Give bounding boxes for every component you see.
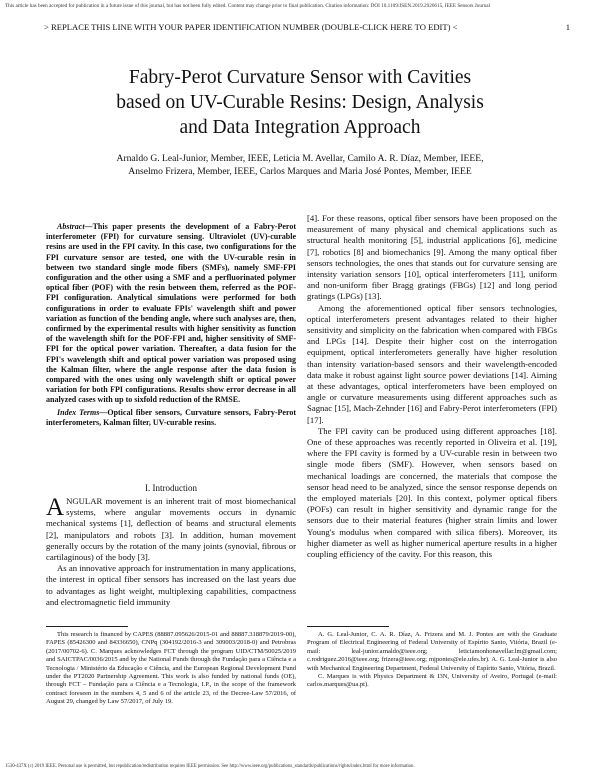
right-paragraph-2: Among the aforementioned optical fiber sensors technologies, optical interferometers present advantages related to their higher sensitivity and simplicity on the fabrication when compared with FBGs and LPGs [14]. Despite their higher cost on the interrogation equipment, optical interferometers generally have higher resolution than intensity variation-based sensors and their wavelength-encoded data make it robust against light source power deviations [14]. Aiming at these advantages, optical interferometers have been employed on angle or curvature measurements using different approaches such as Sagnac [15], Mach-Zehnder [16] and Fabry-Perot interferometers (FPI) [17].	[307, 302, 557, 425]
running-head-text: > REPLACE THIS LINE WITH YOUR PAPER IDENTIFICATION NUMBER (DOUBLE-CLICK HERE TO EDIT) <	[44, 22, 458, 32]
page-number: 1	[565, 22, 570, 32]
index-terms-text: Optical fiber sensors, Curvature sensors, Fabry-Perot interferometers, Kalman filter, UV-curable resins.	[46, 408, 297, 428]
intro-paragraph-1: NGULAR movement is an inherent trait of most biomechanical systems, where angular movements occurs in dynamic mechanical systems [1], deflection of beams and structural elements [2], manipulators and robots [3]. In addition, human movement generally occurs by the rotation of the many joints (synovial, fibrous or cartilaginous) of the body [3].	[46, 496, 296, 563]
right-paragraph-3: The FPI cavity can be produced using different approaches [18]. One of these approaches was recently reported in Oliveira et al. [19], where the FPI cavity is formed by a UV-curable resin in between two single mode fibers (SMF). However, when sensors based on mechanical loadings are concerned, the materials that compose the sensor head need to be analyzed, since the sensor response depends on the employed materials [20]. In this context, polymer optical fibers (POFs) can result in higher sensitivity and dynamic range for the sensors due to their material features (higher strain limits and lower Young's modulus when compared with silica fibers). Moreover, its higher diameter as well as higher numerical aperture results in a higher coupling efficiency of the cavity. For this reason, this	[307, 425, 557, 560]
title-line: and Data Integration Approach	[179, 117, 421, 138]
footnote-rule	[46, 626, 128, 627]
authors-line: Arnaldo G. Leal-Junior, Member, IEEE, Leticia M. Avellar, Camilo A. R. Díaz, Member, IEEE,	[116, 153, 484, 164]
funding-footnote	[46, 631, 296, 707]
publication-notice: This article has been accepted for publication in a future issue of this journal, but has not been fully edited. Content may change prior to final publication. Citation information: DOI 10.1109/JSEN.2019.2926615, IEEE Sensors Journal	[5, 3, 491, 9]
abstract-text: This paper presents the development of a Fabry-Perot interferometer (FPI) for curvature sensing. Ultraviolet (UV)-curable resins are used in the FPI cavity. In this case, two configurations for the FPI curvature sensor are tested, one with the UV-curable resin in between two standard single mode fibers (SMFs), namely SMF-FPI configuration and the other using a SMF and a perfluorinated polymer optical fiber (POF) with the resin between them, referred as the POF-FPI configuration. Analytical simulations were performed for both configurations in order to evaluate FPIs' wavelength shift and power variation as function of the bending angle, where such analyses are, then, confirmed by the experimental results with higher sensitivity as function of the wavelength shift for the POF-FPI and, higher sensitivity of SMF-FPI for the optical power variation. Thereafter, a data fusion for the FPI's wavelength shift and optical power variation was proposed using the Kalman filter, where the angle response after the data fusion is compared with the ones using only wavelength shift or optical power variation for both FPI configurations. Results show error decrease in all analyzed cases with up to sixfold reduction of the RMSE.	[46, 222, 296, 405]
license-footer: 1530-437X (c) 2019 IEEE. Personal use is permitted, but republication/redistribution requires IEEE permission. See http://www.ieee.org/publications_standards/publications/rights/index.html for more information.	[5, 764, 415, 769]
affiliation-footnote	[307, 631, 557, 690]
abstract-label: Abstract—	[57, 222, 93, 231]
drop-cap: A	[46, 494, 65, 521]
authors-line: Anselmo Frizera, Member, IEEE, Carlos Marques and Maria José Pontes, Member, IEEE	[128, 166, 472, 177]
author-list	[40, 152, 560, 178]
introduction-left-column	[46, 496, 296, 608]
title-line: Fabry-Perot Curvature Sensor with Cavities	[128, 67, 472, 88]
index-terms-label: Index Terms—	[57, 408, 108, 417]
intro-paragraph-2: As an innovative approach for instrumentation in many applications, the interest in optical fiber sensors has increased on the last years due to advantages as light weight, multiplexing capabilities, compactness and electromagnetic field immunity	[46, 563, 296, 607]
footnote-text: A. G. Leal-Junior, C. A. R. Díaz, A. Frizera and M. J. Pontes are with the Graduate Program of Electrical Engineering of Federal University of Espírito Santo, Vitória, Brazil (e-mail: leal-junior.arnaldo@ieee.org; leticiamonhonavellar.lm@gmail.com; c.rodriguez.2016@ieee.org; frizera@ieee.org; mjpontes@ele.ufes.br). A. G. Leal-Junior is also with Mechanical Engineering Department, Federal University of Espírito Santo, Vitória, Brazil.	[307, 631, 557, 672]
footnote-text: This research is financed by CAPES (88887.095626/2015-01 and 88887.318879/2019-00), FAPES (85426300 and 84336650), CNPq (304192/2016-3 and 309003/2018-0) and Petrobras (2017/00702-6). C. Marques acknowledges FCT through the program UID/CTM/50025/2019 and SAICTPAC/0036/2015 and by the National Funds through the Fundação para a Ciência e a Tecnologia / Ministério da Educação e Ciência, and the European Regional Development Fund under the PT2020 Partnership Agreement. This work is also funded by national funds (OE), through FCT – Fundação para a Ciência e a Tecnologia, I.P., in the scope of the framework contract foreseen in the numbers 4, 5 and 6 of the article 23, of the Decree-Law 57/2016, of August 29, changed by Law 57/2017, of July 19.	[46, 631, 296, 706]
footnote-rule	[307, 626, 389, 627]
index-terms	[46, 408, 296, 428]
abstract	[46, 222, 296, 406]
paper-title	[20, 65, 580, 140]
footnote-text: C. Marques is with Physics Department & I3N, University of Aveiro, Portugal (e-mail: carlos.marques@ua.pt).	[307, 673, 557, 689]
introduction-right-column	[307, 213, 557, 560]
section-heading: I. Introduction	[145, 483, 197, 493]
title-line: based on UV-Curable Resins: Design, Analysis	[116, 92, 484, 113]
right-paragraph-1: [4]. For these reasons, optical fiber sensors have been proposed on the measurement of many physical and chemical applications such as structural health monitoring [5], industrial applications [6], medicine [7], robotics [8] and biomechanics [9]. Among the many optical fiber sensors technologies, the ones that stands out for curvature sensing are intensity variation sensors [10], optical interferometers [11], uniform and non-uniform fiber Bragg gratings (FBGs) [12] and long period gratings (LPGs) [13].	[307, 213, 557, 302]
